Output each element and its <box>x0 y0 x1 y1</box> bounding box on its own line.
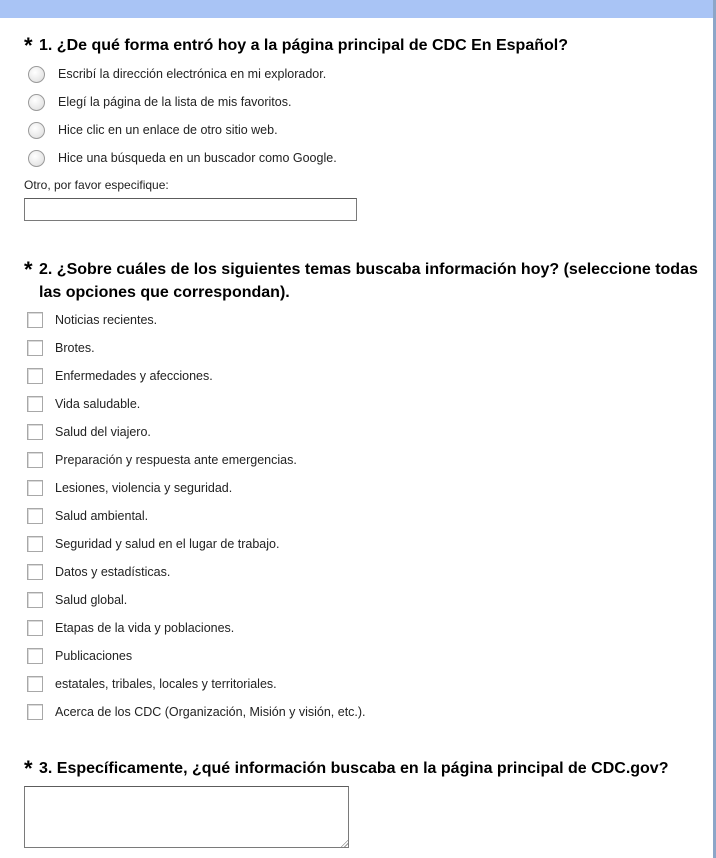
q2-option-label: Publicaciones <box>55 649 133 663</box>
required-asterisk: * <box>24 257 33 282</box>
question-2-text-line1: 2. ¿Sobre cuáles de los siguientes temas buscaba información hoy? (seleccione todas <box>39 261 698 278</box>
q2-option-label: Etapas de la vida y poblaciones. <box>55 621 235 635</box>
q1-option-2[interactable] <box>24 88 702 116</box>
radio-button[interactable] <box>28 94 45 111</box>
q1-option-1[interactable] <box>24 60 702 88</box>
question-3 <box>24 757 702 848</box>
checkbox[interactable] <box>27 648 43 664</box>
checkbox[interactable] <box>27 424 43 440</box>
q3-answer-wrapper <box>24 786 349 848</box>
checkbox[interactable] <box>27 704 43 720</box>
q2-options-list <box>24 306 702 726</box>
q2-option-label: Enfermedades y afecciones. <box>55 369 213 383</box>
q2-option-label: Noticias recientes. <box>55 313 158 327</box>
q2-option[interactable] <box>24 502 702 530</box>
checkbox[interactable] <box>27 480 43 496</box>
q2-option[interactable] <box>24 698 702 726</box>
q2-option[interactable] <box>24 390 702 418</box>
checkbox[interactable] <box>27 508 43 524</box>
q1-option-3[interactable] <box>24 116 702 144</box>
q2-option-label: estatales, tribales, locales y territoriales. <box>55 677 277 691</box>
checkbox[interactable] <box>27 368 43 384</box>
q2-option[interactable] <box>24 446 702 474</box>
resize-grip-icon[interactable] <box>340 839 348 847</box>
q1-option-1-label: Escribí la dirección electrónica en mi explorador. <box>58 67 327 81</box>
q2-option-label: Salud del viajero. <box>55 425 151 439</box>
q2-option[interactable] <box>24 530 702 558</box>
checkbox[interactable] <box>27 312 43 328</box>
checkbox[interactable] <box>27 340 43 356</box>
question-2-title <box>24 258 702 304</box>
q2-option[interactable] <box>24 558 702 586</box>
question-3-title <box>24 757 702 780</box>
q1-other-input[interactable] <box>24 198 357 221</box>
question-2-text-line2: las opciones que correspondan). <box>39 284 290 301</box>
q2-option[interactable] <box>24 474 702 502</box>
q2-option-label: Lesiones, violencia y seguridad. <box>55 481 233 495</box>
checkbox[interactable] <box>27 676 43 692</box>
q1-other-label: Otro, por favor especifique: <box>24 178 169 192</box>
top-header-bar <box>0 0 716 18</box>
checkbox[interactable] <box>27 620 43 636</box>
required-asterisk: * <box>24 756 33 781</box>
q2-option-label: Seguridad y salud en el lugar de trabajo. <box>55 537 280 551</box>
q2-option[interactable] <box>24 306 702 334</box>
q2-option[interactable] <box>24 418 702 446</box>
question-1-text: 1. ¿De qué forma entró hoy a la página principal de CDC En Español? <box>39 37 568 54</box>
checkbox[interactable] <box>27 564 43 580</box>
q2-option-label: Preparación y respuesta ante emergencias. <box>55 453 297 467</box>
checkbox[interactable] <box>27 536 43 552</box>
q2-option[interactable] <box>24 334 702 362</box>
q2-option-label: Acerca de los CDC (Organización, Misión y visión, etc.). <box>55 705 366 719</box>
radio-button[interactable] <box>28 122 45 139</box>
question-3-text: 3. Específicamente, ¿qué información buscaba en la página principal de CDC.gov? <box>39 760 669 777</box>
q2-option-label: Vida saludable. <box>55 397 141 411</box>
q2-option[interactable] <box>24 362 702 390</box>
question-2 <box>24 258 702 726</box>
required-asterisk: * <box>24 33 33 58</box>
question-1-title <box>24 34 702 57</box>
q2-option[interactable] <box>24 670 702 698</box>
checkbox[interactable] <box>27 592 43 608</box>
q2-option-label: Salud global. <box>55 593 128 607</box>
radio-button[interactable] <box>28 66 45 83</box>
question-1 <box>24 34 702 221</box>
q1-option-2-label: Elegí la página de la lista de mis favoritos. <box>58 95 292 109</box>
q1-option-3-label: Hice clic en un enlace de otro sitio web. <box>58 123 278 137</box>
q2-option-label: Brotes. <box>55 341 95 355</box>
q2-option[interactable] <box>24 614 702 642</box>
q2-option[interactable] <box>24 642 702 670</box>
q2-option-label: Salud ambiental. <box>55 509 149 523</box>
q2-option-label: Datos y estadísticas. <box>55 565 171 579</box>
radio-button[interactable] <box>28 150 45 167</box>
q2-option[interactable] <box>24 586 702 614</box>
q1-option-4-label: Hice una búsqueda en un buscador como Google. <box>58 151 337 165</box>
q1-option-4[interactable] <box>24 144 702 172</box>
q3-answer-textarea[interactable] <box>24 786 349 848</box>
checkbox[interactable] <box>27 452 43 468</box>
checkbox[interactable] <box>27 396 43 412</box>
